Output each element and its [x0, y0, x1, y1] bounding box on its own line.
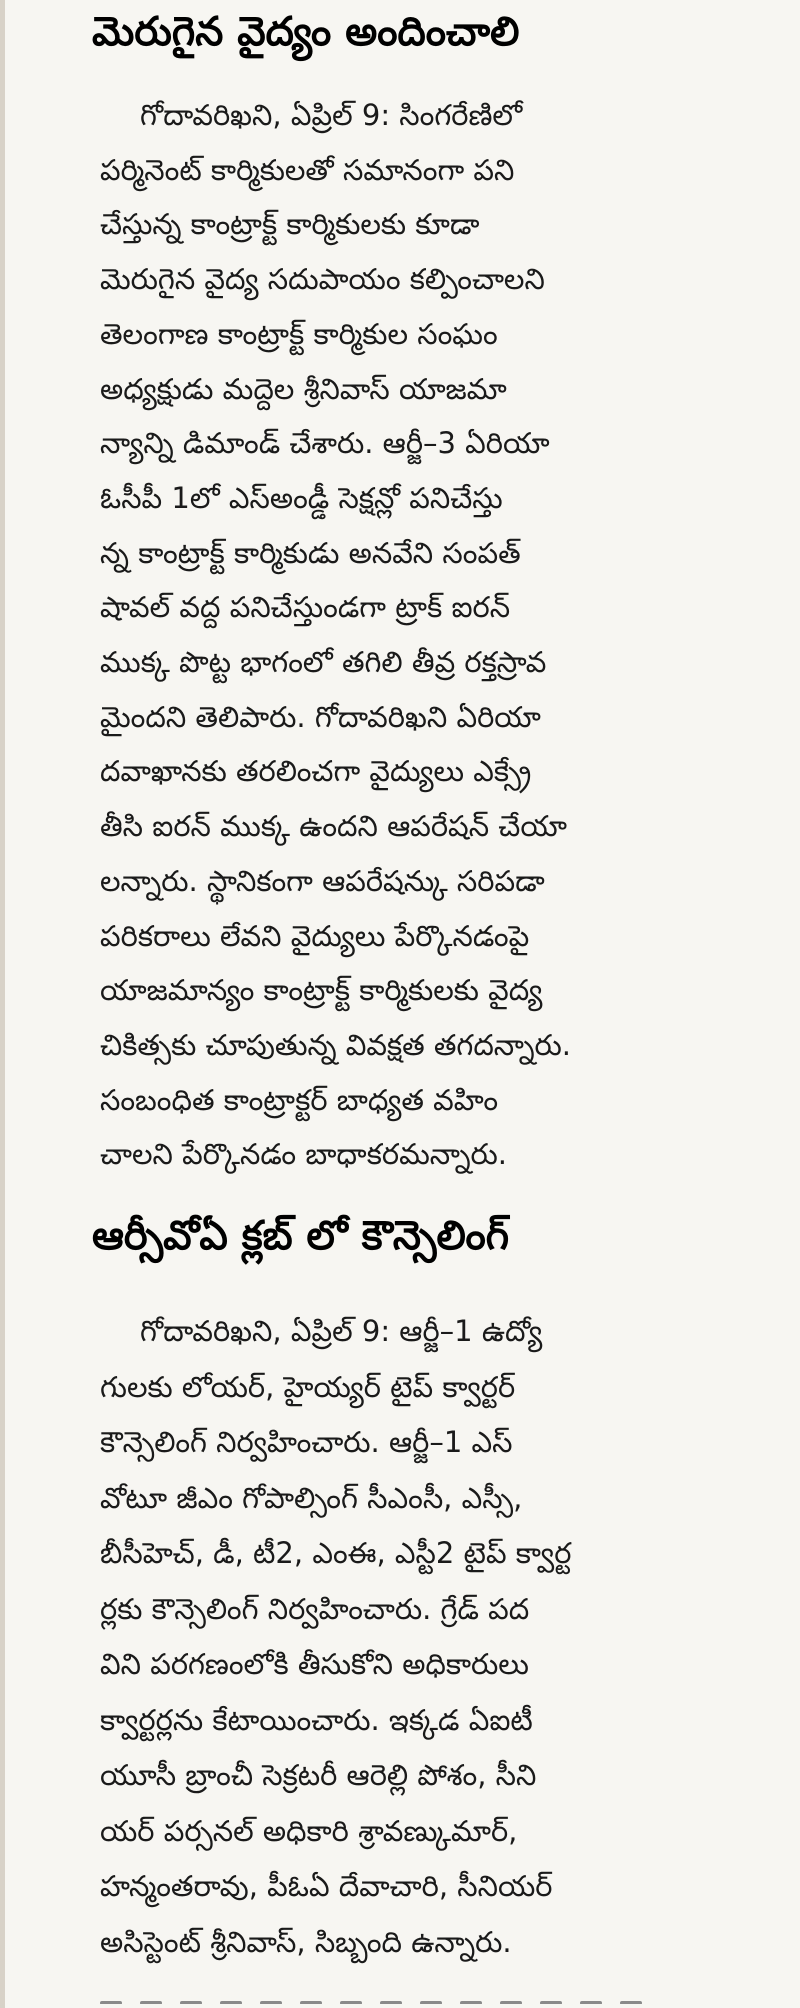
article-1-line: పర్మినెంట్ కార్మికులతో సమానంగా పని [100, 152, 515, 187]
article-1-line: తీసి ఐరన్ ముక్క ఉందని ఆపరేషన్ చేయా [100, 809, 567, 844]
page-edge-rule [0, 0, 5, 2008]
article-1-line: తెలంగాణ కాంట్రాక్ట్ కార్మికుల సంఘం [100, 316, 498, 351]
article-1-line: చికిత్సకు చూపుతున్న వివక్షత తగదన్నారు. [100, 1027, 572, 1062]
article-1-headline: మెరుగైన వైద్యం అందించాలి [92, 9, 520, 55]
article-2-line: అసిస్టెంట్ శ్రీనివాస్, సిబ్బంది ఉన్నారు. [100, 1924, 512, 1959]
article-2-body [100, 1304, 700, 1970]
article-2-line: వోటూ జీఎం గోపాల్సింగ్ సీఎంసీ, ఎస్సీ, [100, 1480, 523, 1515]
article-1-line: లన్నారు. స్థానికంగా ఆపరేషన్కు సరిపడా [100, 863, 545, 898]
article-2-line: గులకు లోయర్, హైయ్యర్ టైప్ క్వార్టర్ [100, 1369, 516, 1404]
article-1-line: సంబంధిత కాంట్రాక్టర్ బాధ్యత వహిం [100, 1082, 499, 1117]
article-1-line: పరికరాలు లేవని వైద్యులు పేర్కొనడంపై [100, 918, 530, 953]
article-2-line: హన్మంతరావు, పీఓఏ దేవాచారి, సీనియర్ [100, 1869, 553, 1903]
article-1-line: ముక్క పొట్ట భాగంలో తగిలి తీవ్ర రక్తస్రావ [100, 645, 547, 680]
article-2-line: క్వార్టర్లను కేటాయించారు. ఇక్కడ ఏఐటీ [100, 1702, 533, 1737]
article-1-line: మెరుగైన వైద్య సదుపాయం కల్పించాలని [100, 262, 545, 297]
article-2-line: యూసీ బ్రాంచీ సెక్రటరీ ఆరెల్లి పోశం, సీని [100, 1758, 537, 1792]
article-2-line: బీసీహెచ్, డీ, టీ2, ఎంఈ, ఎస్టీ2 టైప్ క్వార్ట [100, 1536, 572, 1570]
article-1-line: గోదావరిఖని, ఏప్రిల్ 9: సింగరేణిలో [140, 98, 523, 132]
article-1-line: యాజమాన్యం కాంట్రాక్ట్ కార్మికులకు వైద్య [100, 973, 543, 1008]
article-1-line: దవాఖానకు తరలించగా వైద్యులు ఎక్స్రే [100, 754, 532, 789]
article-1-line: న్న కాంట్రాక్ట్ కార్మికుడు అనవేని సంపత్ [100, 535, 521, 570]
newspaper-clipping [18, 0, 778, 2008]
article-1-body [100, 88, 700, 1182]
article-1-line: ఓసీపీ 1లో ఎస్అండ్డీ సెక్షన్లో పనిచేస్తు [100, 480, 503, 515]
article-2-line: కౌన్సెలింగ్ నిర్వహించారు. ఆర్జీ–1 ఎస్ [100, 1425, 513, 1459]
article-2-line: గోదావరిఖని, ఏప్రిల్ 9: ఆర్జీ–1 ఉద్యో [140, 1314, 543, 1348]
article-1-line: చేస్తున్న కాంట్రాక్ట్ కార్మికులకు కూడా [100, 207, 480, 242]
article-2-line: విని పరగణంలోకి తీసుకోని అధికారులు [100, 1647, 529, 1681]
article-1-line: అధ్యక్షుడు మద్దెల శ్రీనివాస్ యాజమా [100, 371, 507, 406]
article-1-line: న్యాన్ని డిమాండ్ చేశారు. ఆర్జీ–3 ఏరియా [100, 426, 550, 461]
cropped-next-line [100, 1990, 700, 2004]
article-2-line: ర్లకు కౌన్సెలింగ్ నిర్వహించారు. గ్రేడ్ పద [100, 1591, 530, 1626]
article-2-line: యర్ పర్సనల్ అధికారి శ్రావణ్కుమార్, [100, 1813, 518, 1848]
article-1-line: షావల్ వద్ద పనిచేస్తుండగా ట్రాక్ ఐరన్ [100, 590, 511, 625]
article-2-headline: ఆర్సీవోఏ క్లబ్ లో కౌన్సెలింగ్ [92, 1213, 510, 1259]
article-1-line: మైందని తెలిపారు. గోదావరిఖని ఏరియా [100, 699, 541, 734]
article-1-line: చాలని పేర్కొనడం బాధాకరమన్నారు. [100, 1137, 508, 1172]
